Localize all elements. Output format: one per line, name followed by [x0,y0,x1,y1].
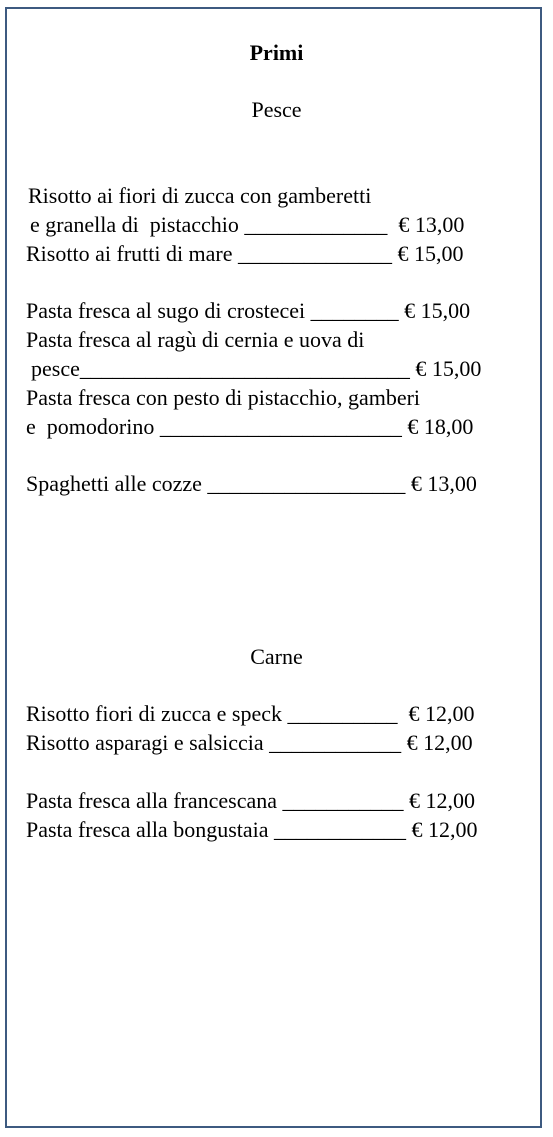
menu-item-line: Pasta fresca con pesto di pistacchio, gamberi [26,385,421,410]
menu-item-line: Risotto asparagi e salsiccia ____________ € 12,00 [26,730,473,755]
menu-item-line: Pasta fresca al sugo di crostecei ________ € 15,00 [26,298,471,323]
menu-item-line: Risotto ai frutti di mare ______________ € 15,00 [26,241,464,266]
menu-frame [5,7,542,1128]
menu-title: Primi [249,40,304,65]
section-heading-carne: Carne [250,644,303,669]
menu-item-line: e pomodorino ______________________ € 18,00 [26,414,474,439]
menu-item-line: Pasta fresca al ragù di cernia e uova di [26,327,365,352]
menu-item-line: Pasta fresca alla francescana ___________ € 12,00 [26,788,476,813]
menu-item-line: e granella di pistacchio _____________ € 13,00 [30,212,465,237]
menu-item-line: pesce______________________________ € 15,00 [31,356,482,381]
menu-item-line: Risotto fiori di zucca e speck __________ € 12,00 [26,701,475,726]
menu-item-line: Pasta fresca alla bongustaia ____________ € 12,00 [26,817,478,842]
menu-item-line: Risotto ai fiori di zucca con gamberetti [28,183,372,208]
section-heading-pesce: Pesce [251,97,302,122]
menu-item-line: Spaghetti alle cozze __________________ € 13,00 [26,471,477,496]
